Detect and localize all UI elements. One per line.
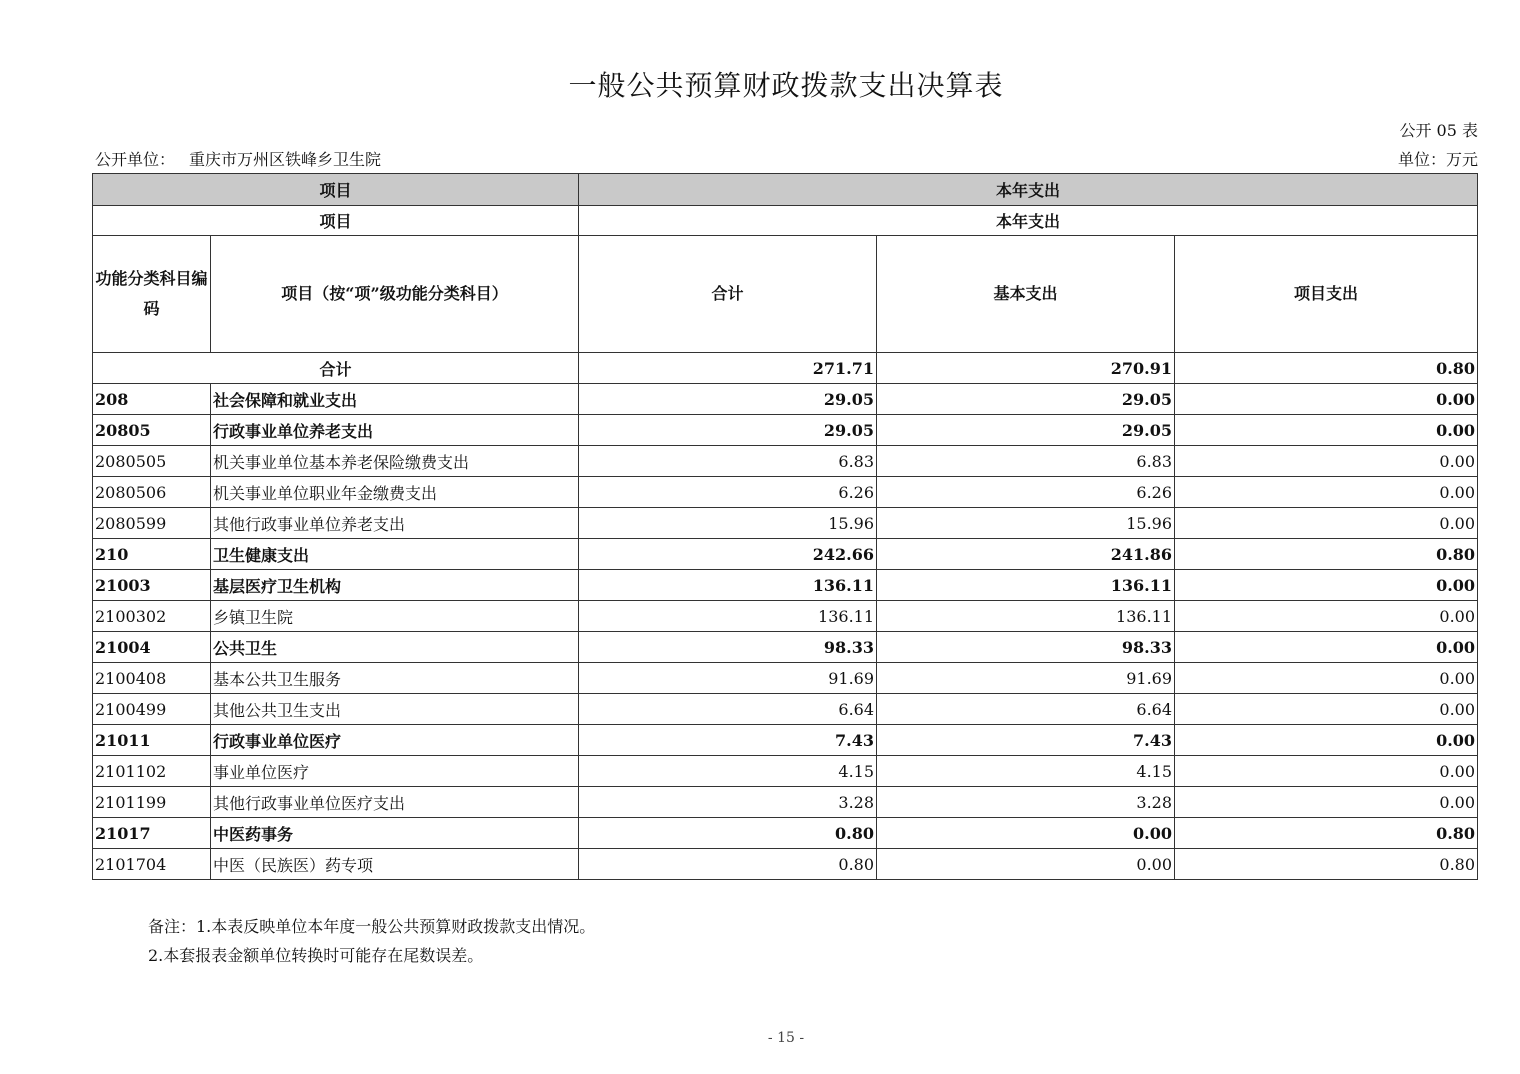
row-code: 2101199 <box>93 787 211 818</box>
row-total: 6.83 <box>579 446 877 477</box>
row-basic: 0.00 <box>877 818 1175 849</box>
row-project: 0.00 <box>1175 632 1478 663</box>
row-name: 社会保障和就业支出 <box>211 384 579 415</box>
table-row <box>93 663 1478 694</box>
row-total: 29.05 <box>579 415 877 446</box>
total-label: 合计 <box>93 353 579 384</box>
row-total: 98.33 <box>579 632 877 663</box>
header-row-columns <box>93 236 1478 353</box>
total-project: 0.80 <box>1175 353 1478 384</box>
row-basic: 6.83 <box>877 446 1175 477</box>
row-name: 行政事业单位养老支出 <box>211 415 579 446</box>
row-name: 中医药事务 <box>211 818 579 849</box>
org-info <box>95 147 381 170</box>
row-project: 0.00 <box>1175 508 1478 539</box>
row-code: 21017 <box>93 818 211 849</box>
row-total: 15.96 <box>579 508 877 539</box>
row-basic: 241.86 <box>877 539 1175 570</box>
table-row <box>93 508 1478 539</box>
expenditure-table <box>92 173 1478 880</box>
row-total: 136.11 <box>579 601 877 632</box>
row-project: 0.00 <box>1175 446 1478 477</box>
row-basic: 98.33 <box>877 632 1175 663</box>
row-total: 91.69 <box>579 663 877 694</box>
row-total: 7.43 <box>579 725 877 756</box>
total-basic: 270.91 <box>877 353 1175 384</box>
table-row <box>93 477 1478 508</box>
row-code: 210 <box>93 539 211 570</box>
header-current-year-2: 本年支出 <box>579 206 1478 236</box>
row-total: 136.11 <box>579 570 877 601</box>
row-code: 2101704 <box>93 849 211 880</box>
row-project: 0.80 <box>1175 539 1478 570</box>
table-row <box>93 694 1478 725</box>
row-name: 机关事业单位基本养老保险缴费支出 <box>211 446 579 477</box>
row-code: 2080505 <box>93 446 211 477</box>
row-project: 0.00 <box>1175 787 1478 818</box>
row-basic: 0.00 <box>877 849 1175 880</box>
row-total: 4.15 <box>579 756 877 787</box>
row-project: 0.00 <box>1175 477 1478 508</box>
row-name: 其他行政事业单位养老支出 <box>211 508 579 539</box>
table-row <box>93 570 1478 601</box>
row-code: 208 <box>93 384 211 415</box>
note-1: 备注：1.本表反映单位本年度一般公共预算财政拨款支出情况。 <box>148 917 596 936</box>
page-title: 一般公共预算财政拨款支出决算表 <box>568 69 1004 102</box>
row-project: 0.00 <box>1175 663 1478 694</box>
row-total: 6.64 <box>579 694 877 725</box>
header-item-by-level: 项目（按“项”级功能分类科目） <box>211 236 579 353</box>
row-name: 基本公共卫生服务 <box>211 663 579 694</box>
org-label: 公开单位： <box>95 150 176 169</box>
row-project: 0.80 <box>1175 818 1478 849</box>
row-basic: 136.11 <box>877 570 1175 601</box>
row-project: 0.00 <box>1175 601 1478 632</box>
row-total: 3.28 <box>579 787 877 818</box>
header-item-2: 项目 <box>93 206 579 236</box>
total-amount: 271.71 <box>579 353 877 384</box>
row-basic: 7.43 <box>877 725 1175 756</box>
row-code: 21004 <box>93 632 211 663</box>
page-number: - 15 - <box>767 1030 805 1046</box>
row-code: 2101102 <box>93 756 211 787</box>
row-code: 2100302 <box>93 601 211 632</box>
table-row <box>93 787 1478 818</box>
row-project: 0.00 <box>1175 384 1478 415</box>
row-name: 机关事业单位职业年金缴费支出 <box>211 477 579 508</box>
note-2: 2.本套报表金额单位转换时可能存在尾数误差。 <box>148 946 484 965</box>
table-row <box>93 415 1478 446</box>
form-number: 公开 05 表 <box>1399 121 1478 140</box>
row-total: 6.26 <box>579 477 877 508</box>
unit-label: 单位：万元 <box>1397 150 1478 169</box>
row-basic: 29.05 <box>877 384 1175 415</box>
row-code: 2080599 <box>93 508 211 539</box>
row-basic: 15.96 <box>877 508 1175 539</box>
header-row-white <box>93 206 1478 236</box>
total-row <box>93 353 1478 384</box>
row-project: 0.00 <box>1175 756 1478 787</box>
table-row <box>93 725 1478 756</box>
row-basic: 6.26 <box>877 477 1175 508</box>
row-name: 其他公共卫生支出 <box>211 694 579 725</box>
row-code: 2100408 <box>93 663 211 694</box>
table-row <box>93 849 1478 880</box>
table-row <box>93 384 1478 415</box>
row-code: 2080506 <box>93 477 211 508</box>
table-row <box>93 818 1478 849</box>
row-basic: 6.64 <box>877 694 1175 725</box>
row-name: 公共卫生 <box>211 632 579 663</box>
row-project: 0.00 <box>1175 570 1478 601</box>
row-project: 0.80 <box>1175 849 1478 880</box>
row-total: 242.66 <box>579 539 877 570</box>
row-code: 21011 <box>93 725 211 756</box>
row-name: 基层医疗卫生机构 <box>211 570 579 601</box>
header-item: 项目 <box>93 174 579 206</box>
header-row-gray <box>93 174 1478 206</box>
row-code: 20805 <box>93 415 211 446</box>
row-project: 0.00 <box>1175 694 1478 725</box>
header-current-year: 本年支出 <box>579 174 1478 206</box>
org-name: 重庆市万州区铁峰乡卫生院 <box>189 150 382 169</box>
row-code: 21003 <box>93 570 211 601</box>
row-code: 2100499 <box>93 694 211 725</box>
row-project: 0.00 <box>1175 725 1478 756</box>
row-basic: 29.05 <box>877 415 1175 446</box>
row-total: 0.80 <box>579 849 877 880</box>
row-total: 0.80 <box>579 818 877 849</box>
header-code: 功能分类科目编码 <box>93 236 211 353</box>
row-total: 29.05 <box>579 384 877 415</box>
table-row <box>93 756 1478 787</box>
table-row <box>93 632 1478 663</box>
row-name: 乡镇卫生院 <box>211 601 579 632</box>
row-basic: 91.69 <box>877 663 1175 694</box>
row-project: 0.00 <box>1175 415 1478 446</box>
row-basic: 4.15 <box>877 756 1175 787</box>
notes <box>148 912 595 970</box>
header-project: 项目支出 <box>1175 236 1478 353</box>
row-basic: 136.11 <box>877 601 1175 632</box>
row-name: 中医（民族医）药专项 <box>211 849 579 880</box>
table-row <box>93 539 1478 570</box>
row-name: 行政事业单位医疗 <box>211 725 579 756</box>
row-basic: 3.28 <box>877 787 1175 818</box>
row-name: 其他行政事业单位医疗支出 <box>211 787 579 818</box>
row-name: 卫生健康支出 <box>211 539 579 570</box>
row-name: 事业单位医疗 <box>211 756 579 787</box>
header-basic: 基本支出 <box>877 236 1175 353</box>
header-total: 合计 <box>579 236 877 353</box>
table-row <box>93 446 1478 477</box>
table-row <box>93 601 1478 632</box>
